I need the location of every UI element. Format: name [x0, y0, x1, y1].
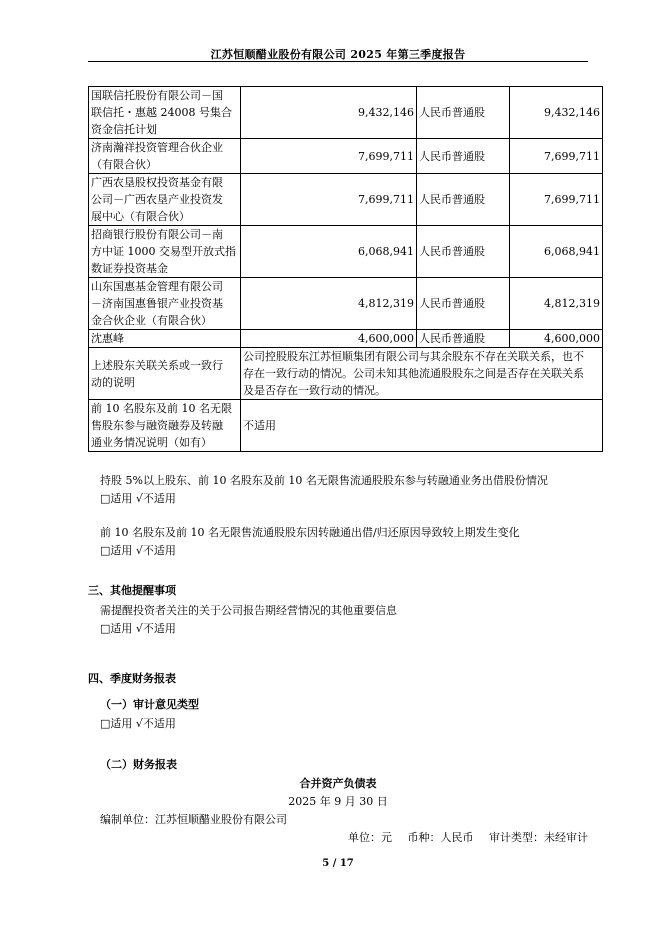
table-row — [89, 174, 603, 226]
statements-subtitle: （二）财务报表 — [100, 758, 177, 771]
balance-sheet-title: 合并资产负债表 — [299, 777, 377, 790]
cell-line: 数证券投资基金 — [91, 262, 168, 275]
cell-line: 广西农垦股权投资基金有限 — [91, 176, 223, 189]
header-rule — [88, 61, 588, 62]
share-count-cell: 4,812,319 — [510, 278, 603, 330]
related-party-row — [89, 348, 603, 400]
holder-name-cell — [89, 278, 241, 330]
change-answer: □适用 √不适用 — [100, 544, 176, 557]
table-row — [89, 330, 603, 348]
shares-cell: 6,068,941 — [241, 226, 417, 278]
other-answer: □适用 √不适用 — [100, 622, 176, 635]
cell-line: 及是否存在一致行动的情况。 — [243, 384, 386, 397]
top-holders-table — [88, 86, 603, 452]
holder-name-cell — [89, 139, 241, 174]
table-row — [89, 139, 603, 174]
lending-question: 持股 5%以上股东、前 10 名股东及前 10 名无限售流通股股东参与转融通业务出借股份情况 — [100, 474, 548, 487]
table-row — [89, 226, 603, 278]
cell-line: 存在一致行动的情况。公司未知其他流通股股东之间是否存在关联关系 — [243, 367, 584, 380]
cell-line: 招商银行股份有限公司－南 — [91, 228, 223, 241]
shares-cell: 4,600,000 — [241, 330, 417, 348]
cell-line: 公司控股股东江苏恒顺集团有限公司与其余股东不存在关联关系，也不 — [243, 350, 584, 363]
share-count-cell: 7,699,711 — [510, 174, 603, 226]
cell-line: 通业务情况说明（如有） — [91, 436, 212, 449]
change-question: 前 10 名股东及前 10 名无限售流通股股东因转融通出借/归还原因导致较上期发生变化 — [100, 526, 520, 539]
share-type-cell: 人民币普通股 — [417, 87, 510, 139]
share-type-cell: 人民币普通股 — [417, 174, 510, 226]
margin-trading-row — [89, 400, 603, 452]
balance-sheet-date: 2025 年 9 月 30 日 — [288, 795, 388, 808]
other-section-title: 三、其他提醒事项 — [88, 584, 176, 597]
share-count-cell: 4,600,000 — [510, 330, 603, 348]
cell-line: 山东国惠基金管理有限公司 — [91, 280, 223, 293]
cell-line: 公司－广西农垦产业投资发 — [91, 193, 223, 206]
cell-line: 济南瀚祥投资管理合伙企业 — [91, 141, 223, 154]
cell-line: 售股东参与融资融券及转融 — [91, 419, 223, 432]
page-header-title: 江苏恒顺醋业股份有限公司 2025 年第三季度报告 — [210, 48, 466, 61]
page-number: 5 / 17 — [322, 858, 354, 869]
balance-sheet-meta — [88, 829, 588, 845]
shares-cell: 7,699,711 — [241, 174, 417, 226]
share-count-cell: 7,699,711 — [510, 139, 603, 174]
holder-name-cell — [89, 226, 241, 278]
financial-section-title: 四、季度财务报表 — [88, 672, 176, 685]
cell-line: 上述股东关联关系或一致行 — [91, 358, 223, 372]
cell-line: 联信托・惠越 24008 号集合 — [91, 106, 232, 119]
cell-line: 沈惠峰 — [91, 332, 124, 345]
note-text-cell — [241, 348, 603, 400]
cell-line: 资金信托计划 — [91, 123, 157, 136]
unit-label: 单位：元 — [348, 831, 392, 844]
currency-label: 币种：人民币 — [407, 831, 474, 844]
cell-line: （有限合伙） — [91, 158, 157, 171]
share-count-cell: 9,432,146 — [510, 87, 603, 139]
shares-cell: 9,432,146 — [241, 87, 417, 139]
share-count-cell: 6,068,941 — [510, 226, 603, 278]
audit-type-label: 审计类型：未经审计 — [489, 831, 588, 844]
balance-sheet-preparer: 编制单位：江苏恒顺醋业股份有限公司 — [100, 813, 287, 826]
note-label-cell — [89, 400, 241, 452]
cell-line: 前 10 名股东及前 10 名无限 — [91, 402, 232, 415]
table-row — [89, 278, 603, 330]
other-question: 需提醒投资者关注的关于公司报告期经营情况的其他重要信息 — [100, 604, 397, 617]
holder-name-cell — [89, 330, 241, 348]
cell-line: －济南国惠鲁银产业投资基 — [91, 297, 223, 310]
cell-line: 国联信托股份有限公司－国 — [91, 89, 223, 102]
holder-rows — [89, 87, 603, 452]
cell-line: 展中心（有限合伙） — [91, 210, 190, 223]
share-type-cell: 人民币普通股 — [417, 278, 510, 330]
lending-answer: □适用 √不适用 — [100, 492, 176, 505]
audit-answer: □适用 √不适用 — [100, 717, 176, 730]
audit-subtitle: （一）审计意见类型 — [100, 698, 199, 711]
table-row — [89, 87, 603, 139]
cell-line: 动的说明 — [91, 375, 135, 389]
holder-name-cell — [89, 174, 241, 226]
note-label-cell — [89, 348, 241, 400]
share-type-cell: 人民币普通股 — [417, 226, 510, 278]
note-text-cell: 不适用 — [241, 400, 603, 452]
shares-cell: 7,699,711 — [241, 139, 417, 174]
cell-line: 方中证 1000 交易型开放式指 — [91, 245, 236, 258]
cell-line: 金合伙企业（有限合伙） — [91, 314, 212, 327]
share-type-cell: 人民币普通股 — [417, 330, 510, 348]
holder-name-cell — [89, 87, 241, 139]
shares-cell: 4,812,319 — [241, 278, 417, 330]
share-type-cell: 人民币普通股 — [417, 139, 510, 174]
